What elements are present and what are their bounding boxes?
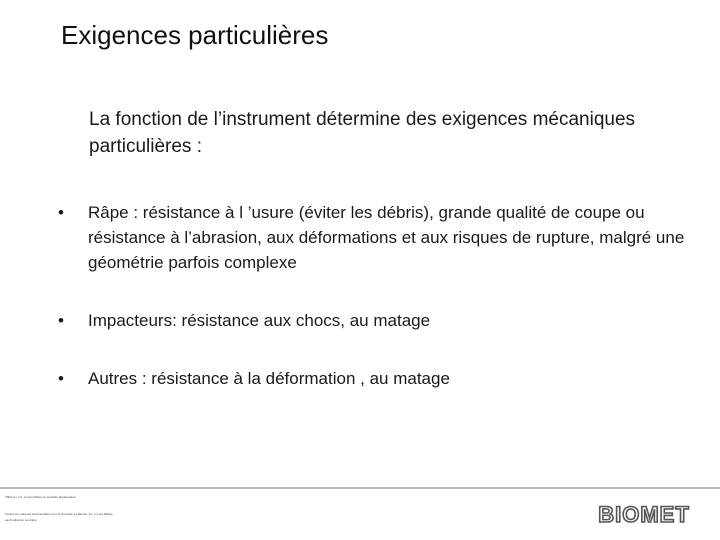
bullet-marker: • xyxy=(58,203,64,222)
bullet-item-rape xyxy=(58,200,688,275)
bullet-marker: • xyxy=(58,311,64,330)
bullet-text: Autres : résistance à la déformation , au matage xyxy=(88,369,450,388)
footnote-trademark: ®Biomet, Inc. ou ses filiales ou sociétés apparentées. xyxy=(5,495,77,499)
bullet-text: Râpe : résistance à l ’usure (éviter les débris), grande qualité de coupe ou résistance à l’abrasion, aux déformations et aux risques de rupture, malgré une géométrie parfois complexe xyxy=(88,203,685,272)
intro-text: La fonction de l’instrument détermine des exigences mécaniques particulières : xyxy=(89,109,636,157)
slide-title: Exigences particulières xyxy=(61,20,329,50)
footnote-ownership: Toutes les marques commerciales sont la propriété de Biomet, Inc. ou ses filiales, xyxy=(5,512,114,516)
bullet-item-impacteurs xyxy=(58,308,688,333)
footnote-exception: sauf indication contraire. xyxy=(5,518,38,522)
bullet-list xyxy=(58,200,688,391)
bullet-item-autres xyxy=(58,366,688,391)
footer-divider xyxy=(0,487,720,489)
bullet-marker: • xyxy=(58,369,64,388)
bullet-text: Impacteurs: résistance aux chocs, au matage xyxy=(88,311,431,330)
biomet-logo xyxy=(584,502,704,526)
logo-wordmark: BIOMET xyxy=(598,502,690,526)
